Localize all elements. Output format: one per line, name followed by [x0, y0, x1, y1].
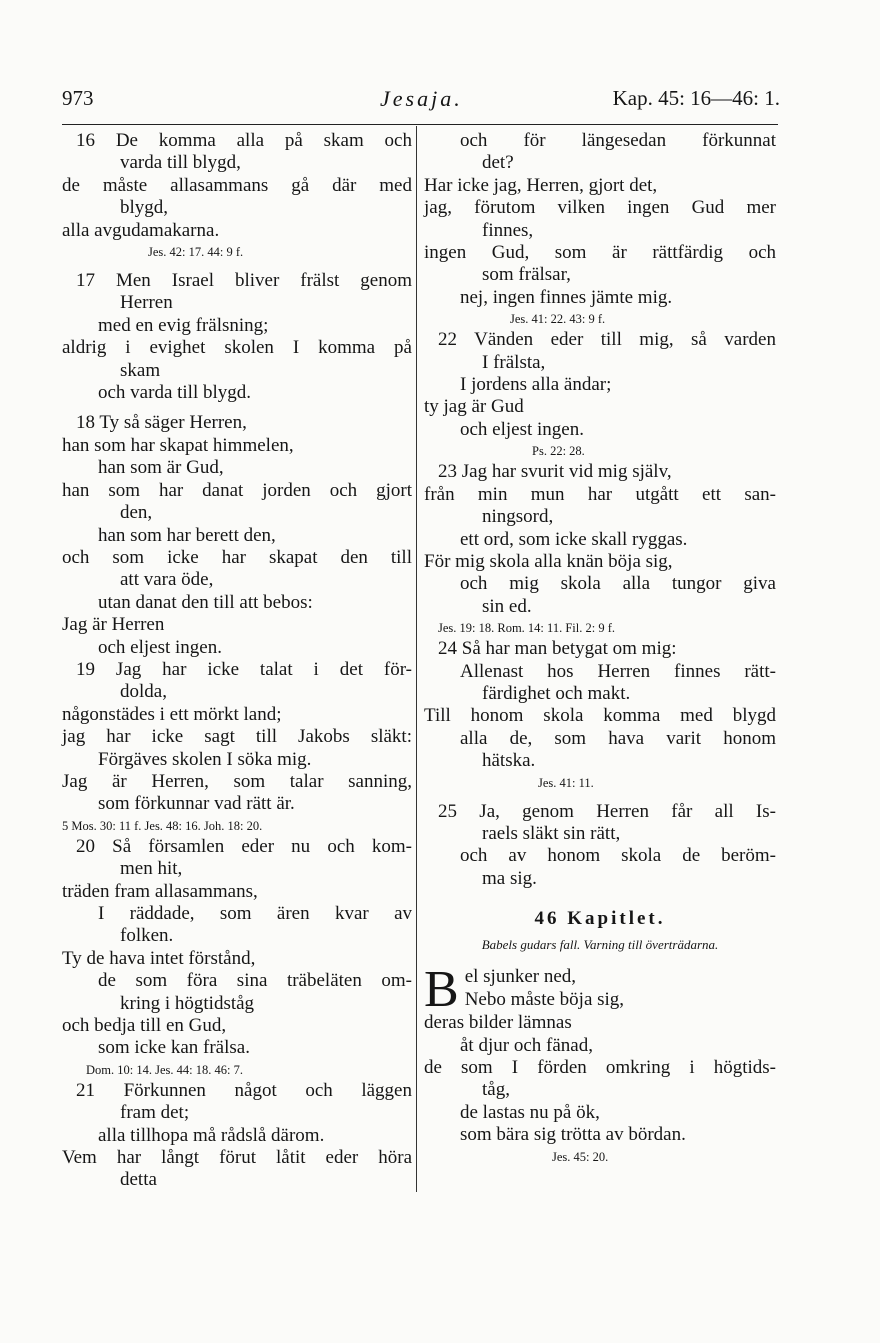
verse-line: och mig skola alla tungor giva: [460, 573, 776, 595]
verse-line: han som har berett den,: [98, 524, 276, 546]
cross-reference: Jes. 45: 20.: [552, 1149, 609, 1164]
verse-line: ingen Gud, som är rättfärdig och: [424, 242, 776, 264]
chapter-subtitle: Babels gudars fall. Varning till överträdarna.: [481, 937, 719, 953]
verse-line: träden fram allasammans,: [62, 880, 258, 902]
drop-cap: B: [424, 966, 459, 1013]
verse-line: kring i högtidståg: [120, 992, 255, 1014]
chapter-reference: Kap. 45: 16—46: 1.: [612, 86, 780, 110]
verse-line: alla tillhopa må rådslå därom.: [98, 1124, 325, 1146]
verse-line: 16 De komma alla på skam och: [76, 130, 412, 151]
verse-line: I jordens alla ändar;: [460, 374, 612, 396]
verse-line: alla de, som hava varit honom: [460, 727, 776, 749]
page-header: [62, 86, 780, 120]
verse-line: sin ed.: [482, 595, 532, 617]
verse-line: 24 Så har man betygat om mig:: [438, 638, 677, 660]
verse-line: 17 Men Israel bliver frälst genom: [76, 270, 412, 292]
verse-line: 22 Vänden eder till mig, så varden: [438, 329, 776, 351]
verse-line: som icke kan frälsa.: [98, 1037, 250, 1059]
verse-line: och eljest ingen.: [460, 418, 584, 440]
verse-line: Jag är Herren: [62, 614, 165, 636]
cross-reference: Jes. 19: 18. Rom. 14: 11. Fil. 2: 9 f.: [438, 621, 615, 636]
verse-line: Allenast hos Herren finnes rätt-: [460, 660, 776, 682]
verse-line: 25 Ja, genom Herren får all Is-: [438, 800, 776, 822]
chapter-opening: [424, 966, 776, 1012]
verse-line: aldrig i evighet skolen I komma på: [62, 337, 412, 359]
verse-line: el sjunker ned,: [464, 966, 577, 988]
verse-line: 23 Jag har svurit vid mig själv,: [438, 461, 672, 483]
verse-line: som förkunnar vad rätt är.: [98, 793, 295, 815]
verse-line: och av honom skola de beröm-: [460, 845, 776, 867]
verse-line: alla avgudamakarna.: [62, 219, 220, 241]
verse-line: att vara öde,: [120, 569, 214, 591]
cross-reference: Jes. 41: 11.: [538, 775, 594, 790]
verse-line: utan danat den till att bebos:: [98, 591, 313, 613]
verse-line: Har icke jag, Herren, gjort det,: [424, 174, 658, 196]
verse-line: tåg,: [482, 1079, 510, 1101]
verse-line: jag har icke sagt till Jakobs släkt:: [62, 726, 412, 748]
column-divider: [416, 126, 417, 1192]
verse-line: med en evig frälsning;: [98, 314, 269, 336]
verse-line: raels släkt sin rätt,: [482, 822, 621, 844]
verse-line: Till honom skola komma med blygd: [424, 705, 776, 727]
verse-line: Vem har långt förut låtit eder höra: [62, 1147, 412, 1169]
verse-line: nej, ingen finnes jämte mig.: [460, 286, 673, 308]
cross-reference: Jes. 42: 17. 44: 9 f.: [148, 245, 244, 260]
verse-line: hätska.: [482, 750, 536, 772]
verse-line: någonstädes i ett mörkt land;: [62, 703, 282, 725]
verse-line: I räddade, som ären kvar av: [98, 903, 412, 924]
verse-line: blygd,: [120, 197, 169, 219]
chapter-title: 46 Kapitlet.: [534, 908, 666, 930]
verse-line: ma sig.: [482, 867, 537, 889]
verse-line: För mig skola alla knän böja sig,: [424, 550, 673, 572]
verse-line: detta: [120, 1169, 157, 1191]
verse-line: 19 Jag har icke talat i det för-: [76, 658, 412, 680]
verse-line: och bedja till en Gud,: [62, 1015, 227, 1037]
verse-line: Jag är Herren, som talar sanning,: [62, 770, 412, 792]
running-title: Jesaja.: [380, 86, 463, 111]
verse-spacer: [62, 262, 412, 270]
chapter-verses: [424, 1012, 776, 1146]
verse-line: och som icke har skapat den till: [62, 546, 412, 568]
verse-line: som bära sig trötta av bördan.: [460, 1124, 686, 1146]
verse-line: skam: [120, 359, 161, 381]
verse-line: Förgäves skolen I söka mig.: [98, 748, 312, 770]
cross-reference: Ps. 22: 28.: [532, 444, 585, 459]
verse-line: men hit,: [120, 858, 183, 880]
verse-line: och eljest ingen.: [98, 636, 222, 658]
verse-line: och för längesedan förkunnat: [460, 130, 776, 151]
verse-line: deras bilder lämnas: [424, 1012, 572, 1034]
verse-line: han som har danat jorden och gjort: [62, 479, 412, 501]
verse-line: dolda,: [120, 681, 167, 703]
verse-line: från min mun har utgått ett san-: [424, 483, 776, 505]
verse-line: ett ord, som icke skall ryggas.: [460, 528, 688, 550]
verse-line: varda till blygd,: [120, 152, 241, 174]
verse-line: och varda till blygd.: [98, 382, 252, 404]
verse-line: den,: [120, 502, 153, 524]
verse-line: finnes,: [482, 219, 534, 241]
verse-line: ningsord,: [482, 506, 554, 528]
verse-line: åt djur och fänad,: [460, 1034, 593, 1056]
right-column-verses: [424, 130, 776, 890]
verse-spacer: [62, 404, 412, 412]
verse-line: I frälsta,: [482, 351, 546, 373]
verse-line: folken.: [120, 925, 174, 947]
verse-line: de som föra sina träbeläten om-: [98, 970, 412, 992]
verse-spacer: [424, 793, 776, 801]
cross-reference: Jes. 41: 22. 43: 9 f.: [510, 312, 606, 327]
cross-reference: 5 Mos. 30: 11 f. Jes. 48: 16. Joh. 18: 20.: [62, 818, 263, 833]
verse-line: färdighet och makt.: [482, 682, 631, 704]
verse-line: de som I förden omkring i högtids-: [424, 1057, 776, 1078]
cross-reference: Dom. 10: 14. Jes. 44: 18. 46: 7.: [86, 1062, 243, 1077]
page-number: 973: [62, 86, 94, 110]
verse-line: Ty de hava intet förstånd,: [62, 947, 256, 969]
verse-line: de lastas nu på ök,: [460, 1101, 600, 1123]
verse-line: fram det;: [120, 1102, 190, 1124]
verse-line: Nebo måste böja sig,: [464, 988, 625, 1010]
verse-line: 21 Förkunnen något och läggen: [76, 1079, 412, 1101]
header-rule: [62, 124, 778, 125]
verse-line: han som är Gud,: [98, 457, 224, 479]
verse-line: ty jag är Gud: [424, 396, 524, 418]
verse-line: de måste allasammans gå där med: [62, 174, 412, 196]
verse-line: Herren: [120, 292, 173, 314]
verse-line: jag, förutom vilken ingen Gud mer: [424, 197, 776, 219]
right-column: [424, 130, 776, 1167]
verse-line: 20 Så församlen eder nu och kom-: [76, 835, 412, 857]
verse-line: som frälsar,: [482, 264, 571, 286]
verse-line: han som har skapat himmelen,: [62, 434, 294, 456]
verse-line: 18 Ty så säger Herren,: [76, 412, 247, 434]
verse-line: det?: [482, 152, 514, 174]
left-column: [62, 130, 412, 1192]
